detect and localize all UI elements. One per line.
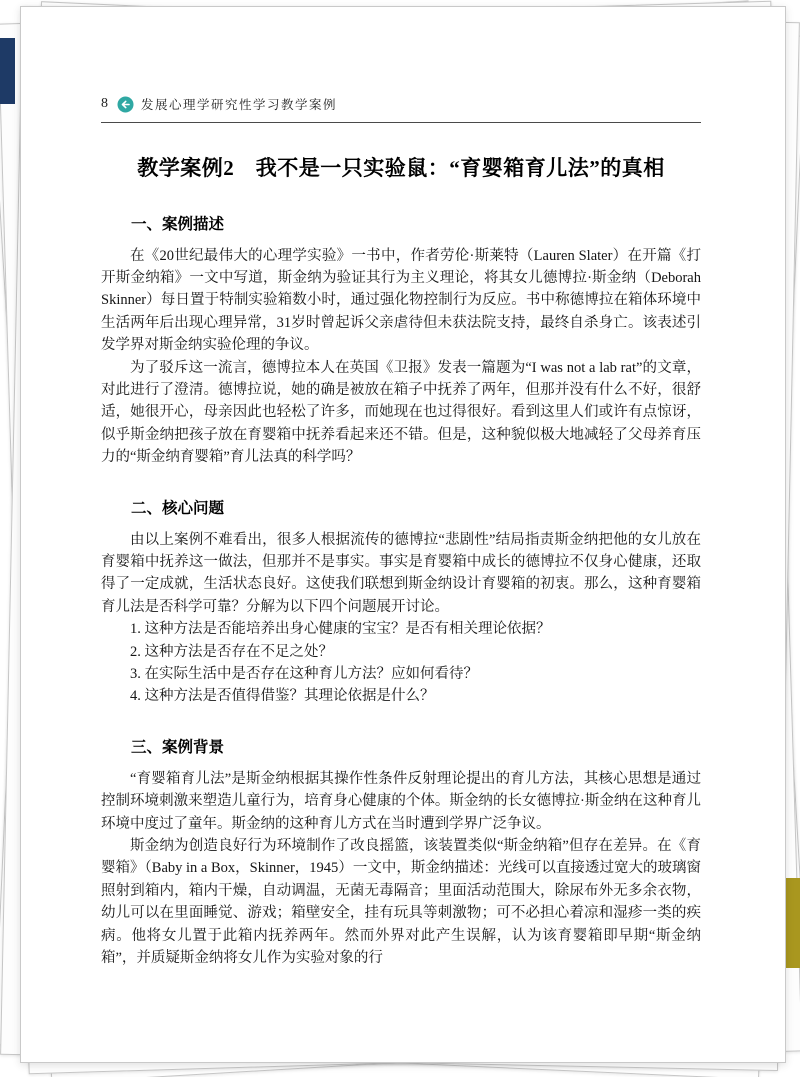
page-header [101,95,701,123]
body-paragraph: “育婴箱育儿法”是斯金纳根据其操作性条件反射理论提出的育儿方法，其核心思想是通过控制环境刺激来塑造儿童行为，培育身心健康的个体。斯金纳的长女德博拉·斯金纳在这种育儿环境中度过了童年。斯金纳的这种育儿方式在当时遭到学界广泛争议。 [101,770,701,832]
body-paragraph: 为了驳斥这一流言，德博拉本人在英国《卫报》发表一篇题为“I was not a lab rat”的文章，对此进行了澄清。德博拉说，她的确是被放在箱子中抚养了两年，但那并没有什么不好，很舒适，她很开心，母亲因此也轻松了许多，而她现在也过得很好。看到这里人们或许有点惊讶，似乎斯金纳把孩子放在育婴箱中抚养看起来还不错。但是，这种貌似极大地减轻了父母养育压力的“斯金纳育婴箱”育儿法真的科学吗？ [101,359,701,466]
case-title: 教学案例2 我不是一只实验鼠：“育婴箱育儿法”的真相 [137,156,665,180]
page-number: 8 [101,96,108,111]
section-heading-2: 二、核心问题 [131,499,225,517]
body-paragraph: 斯金纳为创造良好行为环境制作了改良摇篮，该装置类似“斯金纳箱”但存在差异。在《育婴箱》（Baby in a Box，Skinner，1945）一文中，斯金纳描述：光线可以直接透过宽大的玻璃窗照射到箱内，箱内干燥，自动调温，无菌无毒隔音；里面活动范围大，除尿布外无多余衣物，幼儿可以在里面睡觉、游戏；箱壁安全，挂有玩具等刺激物；可不必担心着凉和湿疹一类的疾病。他将女儿置于此箱内抚养两年。然而外界对此产生误解，认为该育婴箱即早期“斯金纳箱”，并质疑斯金纳将女儿作为实验对象的行 [101,838,701,967]
header-arrow-icon [117,96,134,113]
document-page [20,6,786,1063]
page-content [21,7,785,969]
running-header: 发展心理学研究性学习教学案例 [141,98,338,112]
body-paragraph: 由以上案例不难看出，很多人根据流传的德博拉“悲剧性”结局指责斯金纳把他的女儿放在育婴箱中抚养这一做法，但那并不是事实。事实是育婴箱中成长的德博拉不仅身心健康，还取得了一定成就，生活状态良好。这使我们联想到斯金纳设计育婴箱的初衷。那么，这种育婴箱育儿法是否科学可靠？分解为以下四个问题展开讨论。 [101,531,701,615]
question-item: 3. 在实际生活中是否存在这种育儿方法？应如何看待？ [130,666,478,682]
yellow-bookmark-tab [786,878,800,968]
section-heading-1: 一、案例描述 [131,215,225,233]
question-item: 1. 这种方法是否能培养出身心健康的宝宝？是否有相关理论依据？ [130,621,551,638]
blue-bookmark-tab [0,38,15,104]
body-paragraph: 在《20世纪最伟大的心理学实验》一书中，作者劳伦·斯莱特（Lauren Slater）在开篇《打开斯金纳箱》一文中写道，斯金纳为验证其行为主义理论，将其女儿德博拉·斯金纳（Deborah Skinner）每日置于特制实验箱数小时，通过强化物控制行为反应。书中称德博拉在箱体环境中生活两年后出现心理异常，31岁时曾起诉父亲虐待但未获法院支持，最终自杀身亡。该表述引发学界对斯金纳实验伦理的争议。 [101,247,701,354]
question-item: 2. 这种方法是否存在不足之处？ [130,643,333,660]
question-item: 4. 这种方法是否值得借鉴？其理论依据是什么？ [130,688,435,705]
section-heading-3: 三、案例背景 [131,738,225,756]
